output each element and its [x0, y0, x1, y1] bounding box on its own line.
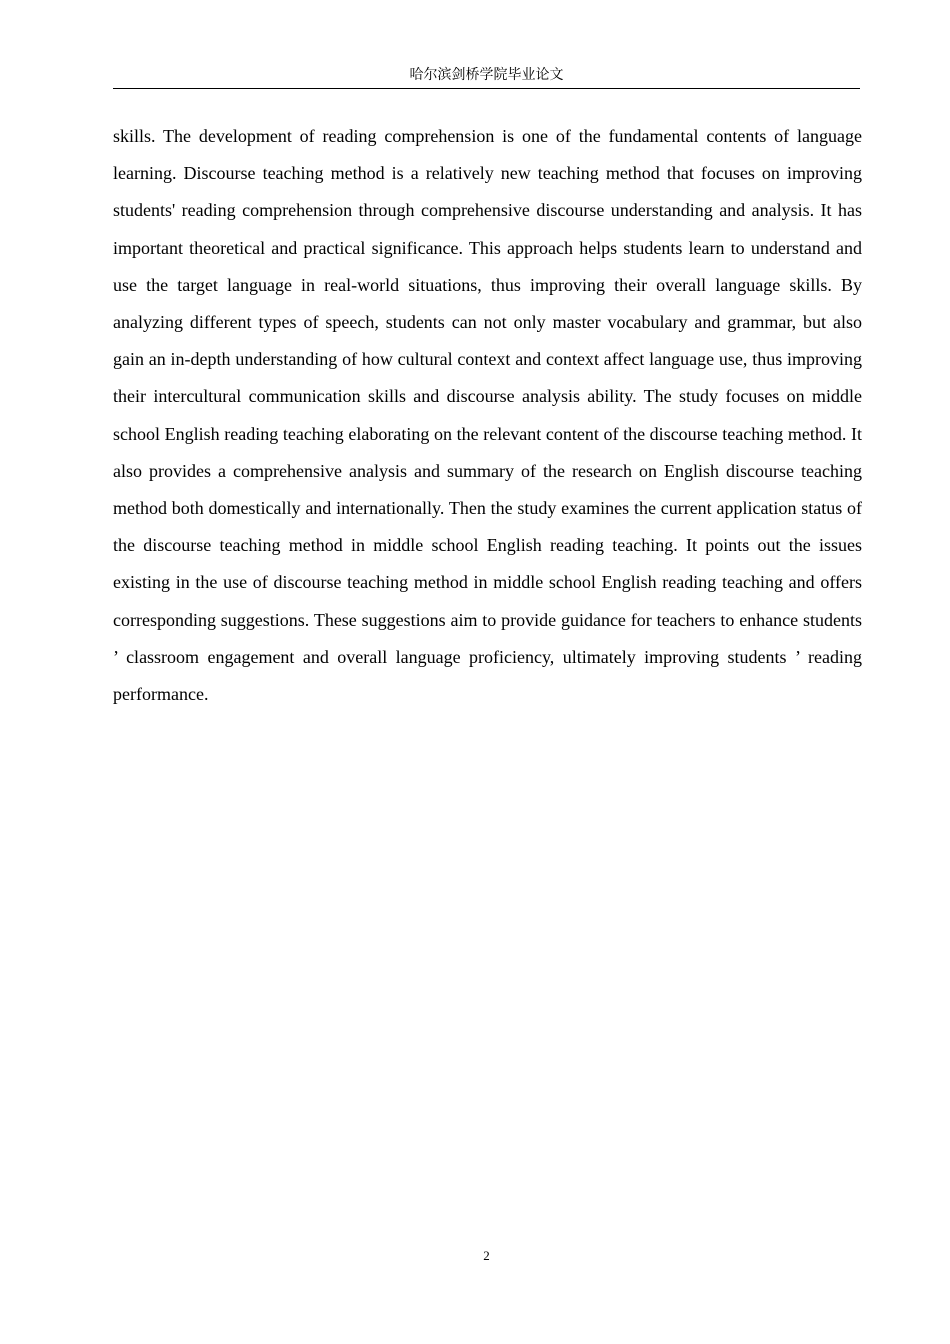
header-divider	[113, 88, 860, 89]
body-paragraph: skills. The development of reading comprehension is one of the fundamental contents of language learning. Discourse teaching method is a relatively new teaching method that focuses on improving students' reading comprehension through comprehensive discourse understanding and analysis. It has important theoretical and practical significance. This approach helps students learn to understand and use the target language in real-world situations, thus improving their overall language skills. By analyzing different types of speech, students can not only master vocabulary and grammar, but also gain an in-depth understanding of how cultural context and context affect language use, thus improving their intercultural communication skills and discourse analysis ability. The study focuses on middle school English reading teaching elaborating on the relevant content of the discourse teaching method. It also provides a comprehensive analysis and summary of the research on English discourse teaching method both domestically and internationally. Then the study examines the current application status of the discourse teaching method in middle school English reading teaching. It points out the issues existing in the use of discourse teaching method in middle school English reading teaching and offers corresponding suggestions. These suggestions aim to provide guidance for teachers to enhance students ’ classroom engagement and overall language proficiency, ultimately improving students ’ reading performance.	[113, 126, 862, 705]
running-header-title: 哈尔滨剑桥学院毕业论文	[409, 67, 564, 83]
page-number: 2	[483, 1248, 490, 1263]
